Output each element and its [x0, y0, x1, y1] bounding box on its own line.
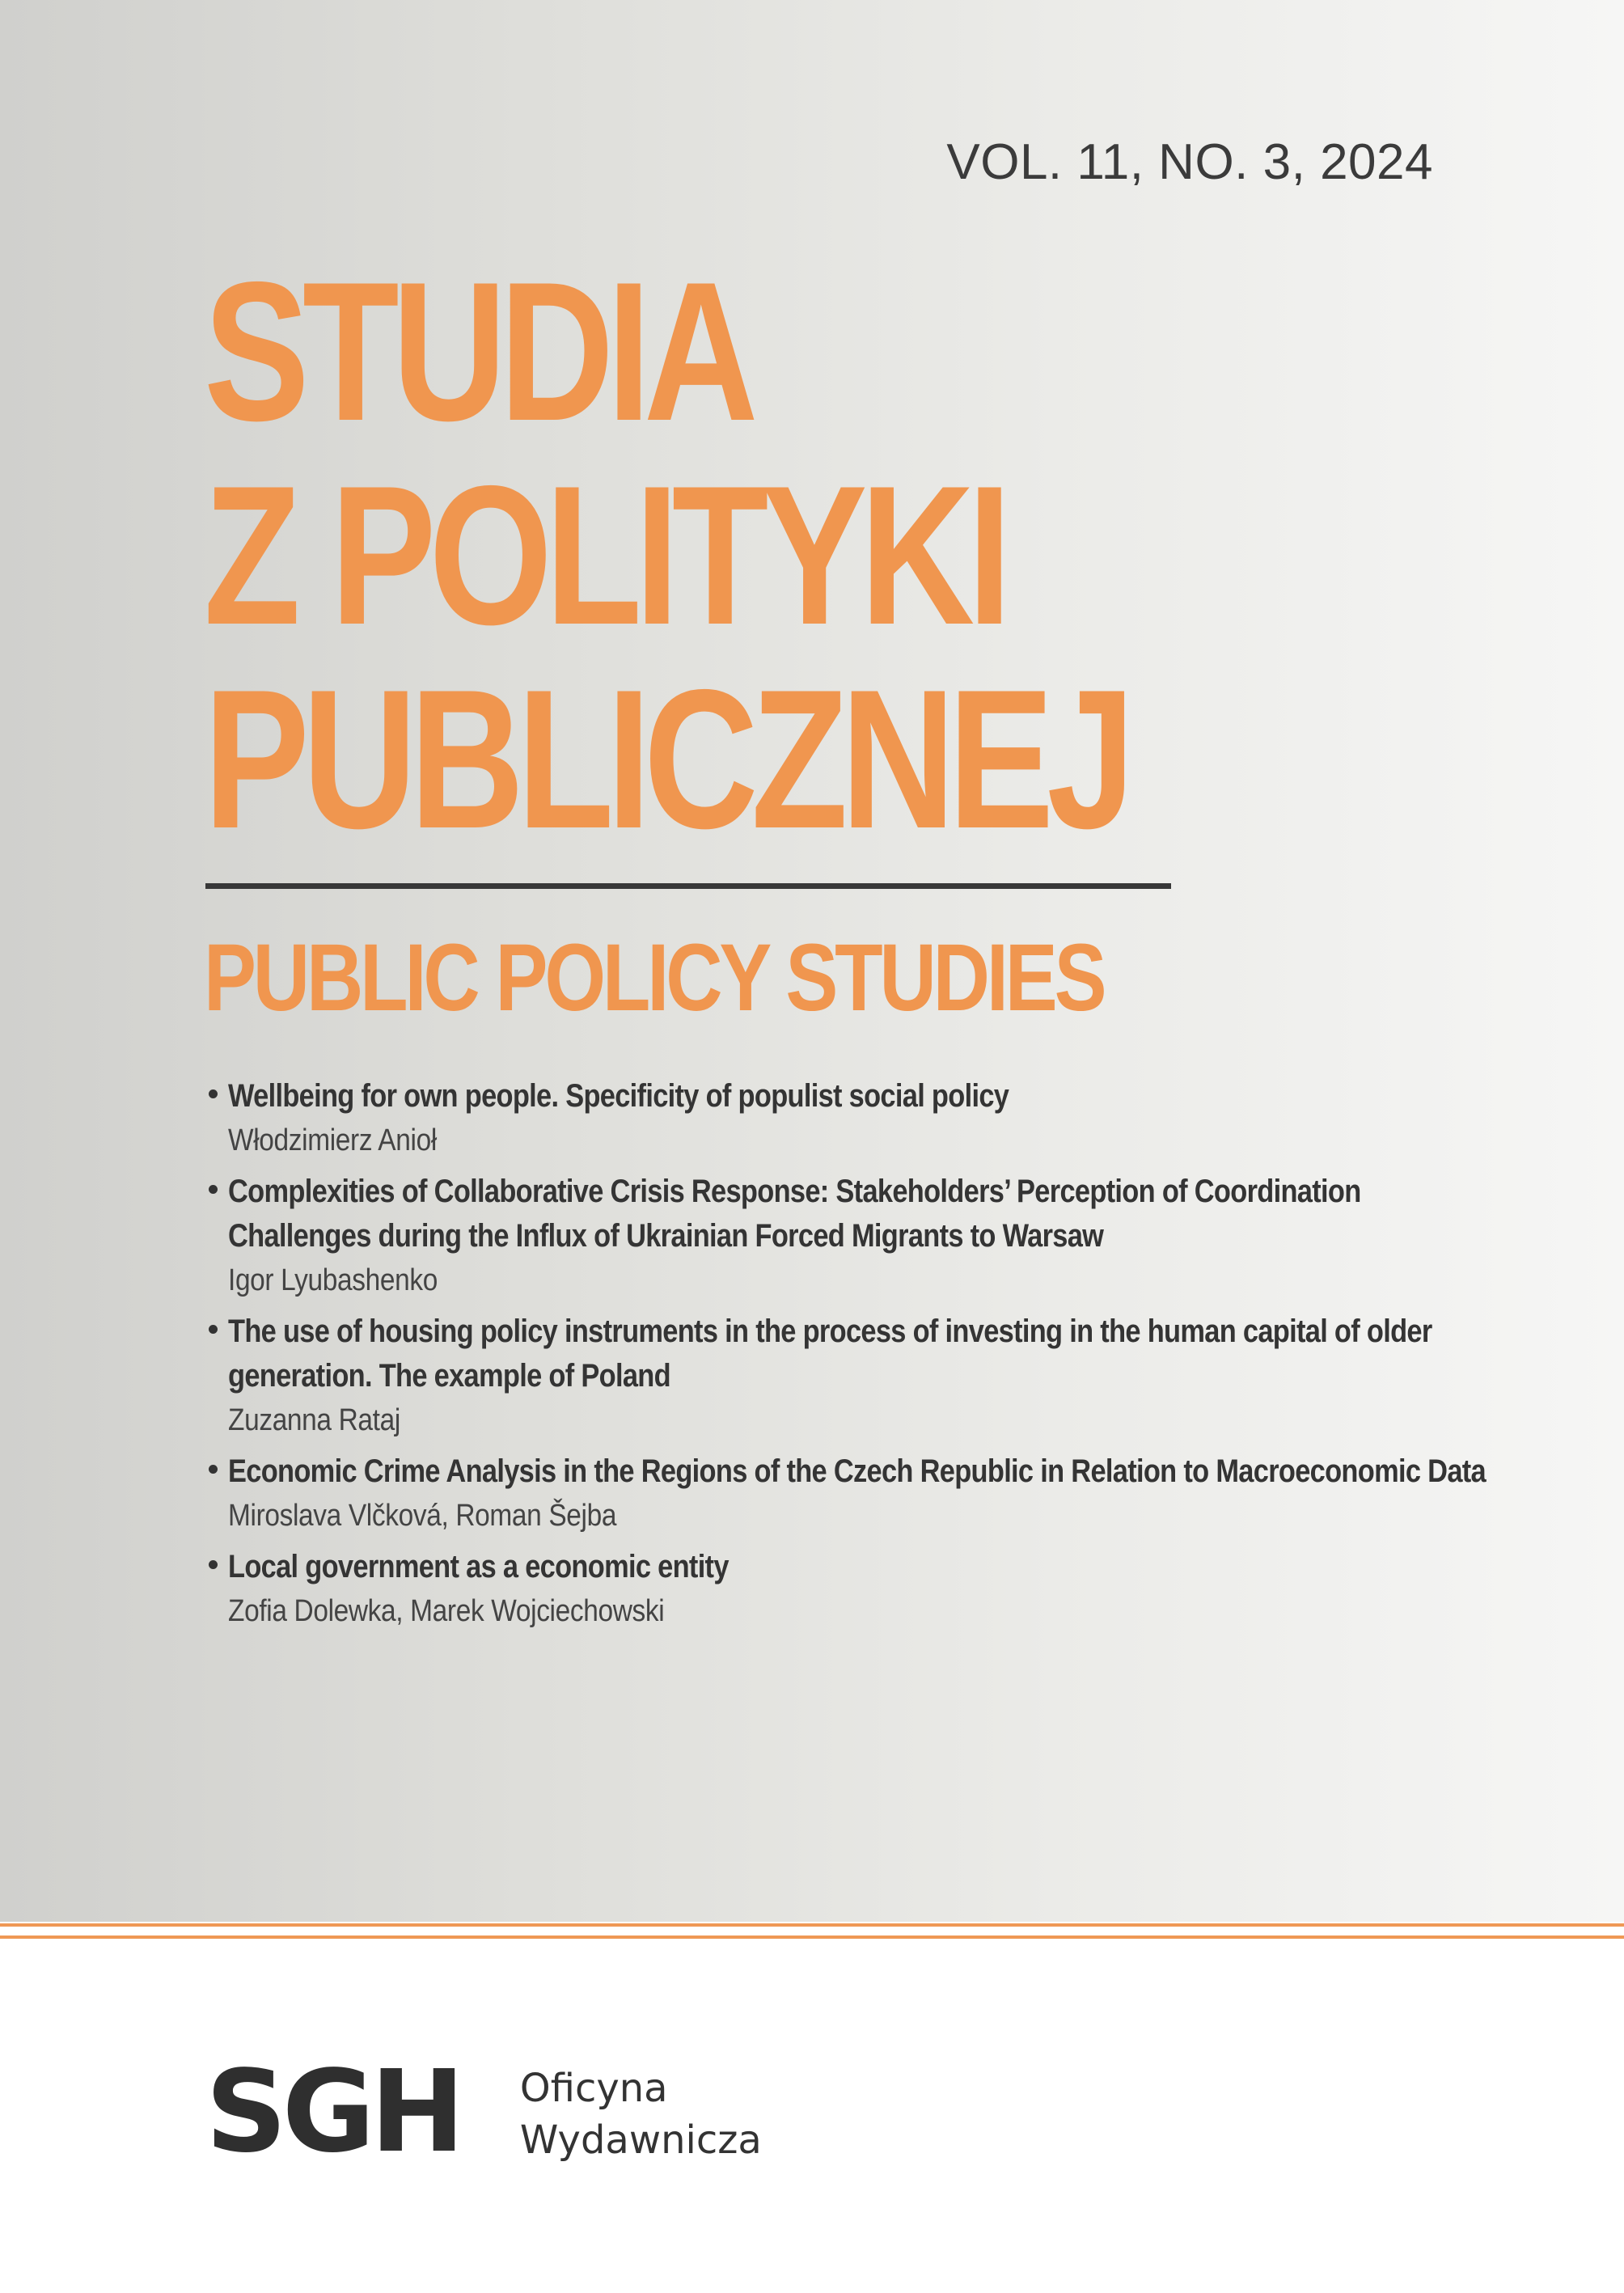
issue-number: VOL. 11, NO. 3, 2024: [946, 134, 1433, 190]
article-entry: [209, 1074, 1535, 1163]
article-title: Local government as a economic entity: [228, 1549, 729, 1584]
title-divider: [205, 883, 1171, 889]
sgh-logo: SGH: [205, 2046, 460, 2178]
article-title: generation. The example of Poland: [228, 1358, 670, 1394]
article-title: Economic Crime Analysis in the Regions of the Czech Republic in Relation to Macroeconomic Data: [228, 1453, 1486, 1489]
accent-rule-top: [0, 1923, 1624, 1927]
article-entry: [209, 1170, 1535, 1303]
article-title: Wellbeing for own people. Specificity of populist social policy: [228, 1078, 1009, 1114]
article-entry: [209, 1449, 1535, 1538]
article-title: The use of housing policy instruments in the process of investing in the human capital of older: [228, 1314, 1432, 1349]
journal-title: [204, 240, 1417, 869]
article-title: Challenges during the Influx of Ukrainian Forced Migrants to Warsaw: [228, 1218, 1104, 1254]
bullet-icon: [209, 1325, 218, 1334]
publisher-name: [520, 2059, 762, 2166]
publisher-name-line: Oficyna: [519, 2066, 668, 2111]
article-entry: [209, 1309, 1535, 1443]
publisher-block: [205, 2046, 762, 2178]
publisher-name-line: Wydawnicza: [519, 2117, 762, 2163]
bullet-icon: [209, 1560, 218, 1569]
accent-rule-bottom: [0, 1936, 1624, 1939]
journal-title-line: Z POLITYKI: [204, 444, 1004, 666]
bullet-icon: [209, 1465, 218, 1474]
article-authors: Zuzanna Rataj: [228, 1403, 400, 1437]
article-authors: Miroslava Vlčková, Roman Šejba: [228, 1499, 617, 1533]
article-authors: Zofia Dolewka, Marek Wojciechowski: [228, 1594, 665, 1628]
bullet-icon: [209, 1185, 218, 1194]
journal-subtitle: PUBLIC POLICY STUDIES: [204, 924, 1104, 1031]
article-authors: Włodzimierz Anioł: [228, 1123, 437, 1157]
article-entry: [209, 1545, 1535, 1634]
article-authors: Igor Lyubashenko: [228, 1263, 438, 1297]
journal-title-line: STUDIA: [204, 240, 751, 462]
journal-title-line: PUBLICZNEJ: [204, 648, 1128, 869]
article-title: Complexities of Collaborative Crisis Response: Stakeholders’ Perception of Coordination: [228, 1174, 1361, 1209]
table-of-contents: [209, 1074, 1535, 1640]
bullet-icon: [209, 1089, 218, 1098]
